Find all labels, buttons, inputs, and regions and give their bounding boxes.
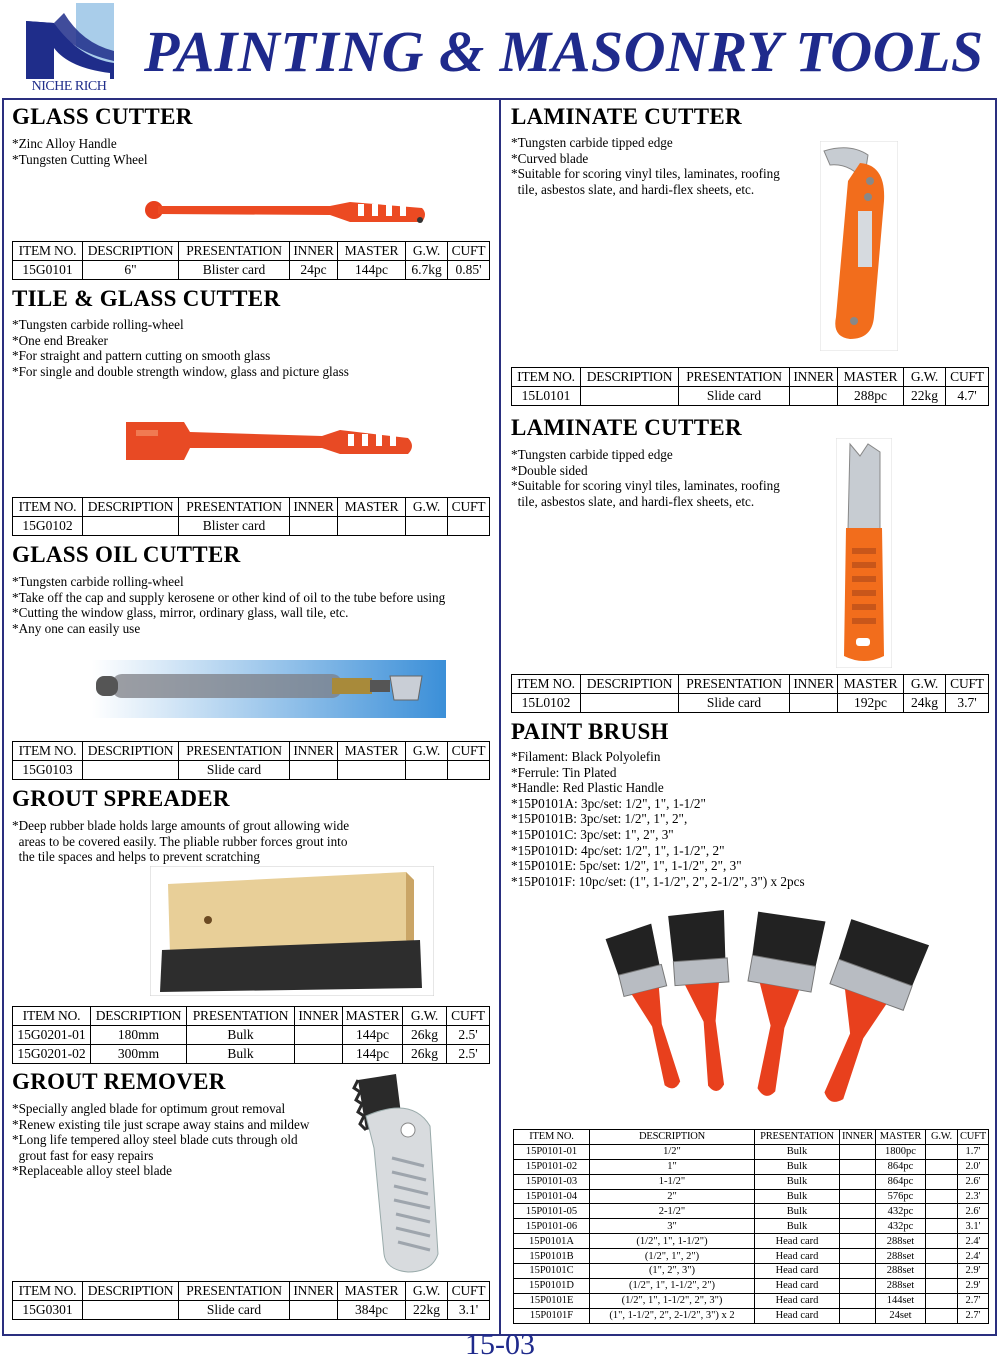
table-header-row bbox=[13, 242, 490, 261]
cell: Bulk bbox=[755, 1144, 840, 1159]
column-header: MASTER bbox=[876, 1130, 926, 1145]
cell: 2.9' bbox=[958, 1264, 989, 1279]
cell: 288set bbox=[876, 1278, 926, 1293]
column-header: CUFT bbox=[946, 675, 989, 694]
cell: 180mm bbox=[91, 1026, 187, 1045]
column-header: CUFT bbox=[448, 242, 490, 261]
cell: 144set bbox=[876, 1293, 926, 1308]
column-header: PRESENTATION bbox=[679, 368, 790, 387]
cell: 3.1' bbox=[958, 1219, 989, 1234]
cell bbox=[448, 517, 490, 536]
column-header: ITEM NO. bbox=[512, 675, 581, 694]
cell bbox=[840, 1234, 876, 1249]
cell bbox=[840, 1308, 876, 1323]
feature-item: *15P0101D: 4pc/set: 1/2", 1", 1-1/2", 2" bbox=[511, 842, 725, 858]
table-row bbox=[13, 517, 490, 536]
column-header: PRESENTATION bbox=[755, 1130, 840, 1145]
column-header: INNER bbox=[840, 1130, 876, 1145]
cell: Bulk bbox=[187, 1045, 295, 1064]
cell: 3.1' bbox=[448, 1301, 490, 1320]
cell: 2.7' bbox=[958, 1308, 989, 1323]
cell: 384pc bbox=[338, 1301, 406, 1320]
feature-item: *Specially angled blade for optimum grout removal bbox=[12, 1101, 286, 1116]
cell: 15L0101 bbox=[512, 387, 581, 406]
cell: 1/2" bbox=[590, 1144, 755, 1159]
cell: 144pc bbox=[338, 261, 406, 280]
cell: Bulk bbox=[755, 1219, 840, 1234]
column-header: INNER bbox=[790, 675, 838, 694]
cell: 15G0102 bbox=[13, 517, 83, 536]
table-row bbox=[514, 1234, 989, 1249]
grout-spreader-title: GROUT SPREADER bbox=[12, 786, 230, 811]
column-header: ITEM NO. bbox=[13, 1282, 83, 1301]
cell: Blister card bbox=[179, 517, 290, 536]
cell: 300mm bbox=[91, 1045, 187, 1064]
cell: Head card bbox=[755, 1249, 840, 1264]
table-row bbox=[514, 1174, 989, 1189]
cell bbox=[926, 1219, 958, 1234]
cell bbox=[840, 1278, 876, 1293]
column-header: G.W. bbox=[904, 368, 946, 387]
column-header: MASTER bbox=[838, 675, 904, 694]
cell: Slide card bbox=[679, 694, 790, 713]
table-row bbox=[514, 1293, 989, 1308]
grout-spreader-features bbox=[12, 818, 349, 865]
cell bbox=[926, 1293, 958, 1308]
cell: Head card bbox=[755, 1308, 840, 1323]
cell: (1/2", 1", 2") bbox=[590, 1249, 755, 1264]
column-header: PRESENTATION bbox=[187, 1007, 295, 1026]
cell bbox=[840, 1144, 876, 1159]
column-header: G.W. bbox=[904, 675, 946, 694]
cell: 15P0101-06 bbox=[514, 1219, 590, 1234]
cell: Head card bbox=[755, 1278, 840, 1293]
cell: 24set bbox=[876, 1308, 926, 1323]
cell: 2.4' bbox=[958, 1249, 989, 1264]
feature-item: *Tungsten carbide rolling-wheel bbox=[12, 317, 184, 332]
cell bbox=[290, 517, 338, 536]
column-header: ITEM NO. bbox=[512, 368, 581, 387]
glass-oil-cutter-image bbox=[92, 660, 446, 718]
column-header: ITEM NO. bbox=[13, 242, 83, 261]
laminate-cutter-2-title: LAMINATE CUTTER bbox=[511, 415, 742, 440]
cell: 432pc bbox=[876, 1204, 926, 1219]
cell: Bulk bbox=[755, 1159, 840, 1174]
table-row bbox=[13, 1026, 490, 1045]
cell: 15P0101-03 bbox=[514, 1174, 590, 1189]
cell bbox=[83, 1301, 179, 1320]
table-header-row bbox=[13, 498, 490, 517]
cell: (1", 2", 3") bbox=[590, 1264, 755, 1279]
laminate-cutter-1-image bbox=[820, 141, 898, 351]
cell: 288set bbox=[876, 1249, 926, 1264]
cell: (1", 1-1/2", 2", 2-1/2", 3") x 2 bbox=[590, 1308, 755, 1323]
cell: Head card bbox=[755, 1293, 840, 1308]
column-header: DESCRIPTION bbox=[83, 242, 179, 261]
cell: 2.3' bbox=[958, 1189, 989, 1204]
cell bbox=[581, 387, 679, 406]
cell: 15P0101-02 bbox=[514, 1159, 590, 1174]
column-header: CUFT bbox=[448, 498, 490, 517]
page-number: 15-03 bbox=[465, 1328, 535, 1358]
feature-item: *Double sided bbox=[511, 462, 588, 478]
cell bbox=[840, 1219, 876, 1234]
grout-remover-table bbox=[12, 1281, 490, 1320]
feature-item: areas to be covered easily. The pliable rubber forces grout into bbox=[12, 833, 348, 849]
cell: 15G0103 bbox=[13, 761, 83, 780]
cell: 864pc bbox=[876, 1174, 926, 1189]
column-header: DESCRIPTION bbox=[91, 1007, 187, 1026]
cell: 2.9' bbox=[958, 1278, 989, 1293]
cell: 15G0201-02 bbox=[13, 1045, 91, 1064]
cell: 2.5' bbox=[447, 1026, 490, 1045]
cell: 15P0101-04 bbox=[514, 1189, 590, 1204]
column-header: DESCRIPTION bbox=[581, 675, 679, 694]
table-row bbox=[514, 1159, 989, 1174]
feature-item: *Suitable for scoring vinyl tiles, laminates, roofing bbox=[511, 166, 780, 182]
cell: Head card bbox=[755, 1264, 840, 1279]
cell: (1/2", 1", 1-1/2", 2", 3") bbox=[590, 1293, 755, 1308]
laminate-cutter-2-features bbox=[511, 447, 780, 509]
feature-item: *Zinc Alloy Handle bbox=[12, 136, 117, 151]
grout-remover-features bbox=[12, 1101, 309, 1179]
cell: 15P0101E bbox=[514, 1293, 590, 1308]
laminate-cutter-1-title: LAMINATE CUTTER bbox=[511, 104, 742, 129]
paint-brush-title: PAINT BRUSH bbox=[511, 719, 669, 744]
glass-oil-cutter-title: GLASS OIL CUTTER bbox=[12, 542, 241, 567]
column-header: INNER bbox=[290, 742, 338, 761]
column-header: PRESENTATION bbox=[179, 498, 290, 517]
feature-item: *Suitable for scoring vinyl tiles, laminates, roofing bbox=[511, 478, 780, 494]
feature-item: *Filament: Black Polyolefin bbox=[511, 749, 661, 764]
cell bbox=[790, 694, 838, 713]
table-row bbox=[514, 1308, 989, 1323]
cell bbox=[926, 1278, 958, 1293]
cell: Slide card bbox=[679, 387, 790, 406]
table-row bbox=[13, 1301, 490, 1320]
feature-item: *15P0101A: 3pc/set: 1/2", 1", 1-1/2" bbox=[511, 795, 706, 811]
column-header: DESCRIPTION bbox=[83, 742, 179, 761]
cell: 192pc bbox=[838, 694, 904, 713]
cell: 2.5' bbox=[447, 1045, 490, 1064]
cell: Slide card bbox=[179, 1301, 290, 1320]
cell bbox=[840, 1249, 876, 1264]
cell bbox=[290, 1301, 338, 1320]
cell: Head card bbox=[755, 1234, 840, 1249]
feature-item: tile, asbestos slate, and hardi-flex sheets, etc. bbox=[511, 493, 755, 509]
cell: 1" bbox=[590, 1159, 755, 1174]
cell bbox=[926, 1308, 958, 1323]
feature-item: *Tungsten carbide tipped edge bbox=[511, 447, 673, 462]
cell: 15G0301 bbox=[13, 1301, 83, 1320]
grout-remover-image bbox=[352, 1068, 446, 1276]
column-header: PRESENTATION bbox=[179, 1282, 290, 1301]
feature-item: the tile spaces and helps to prevent scratching bbox=[12, 849, 260, 865]
cell bbox=[926, 1174, 958, 1189]
paint-brush-rows bbox=[514, 1144, 989, 1323]
feature-item: *Tungsten carbide rolling-wheel bbox=[12, 574, 184, 589]
table-row bbox=[13, 261, 490, 280]
table-row bbox=[512, 694, 989, 713]
feature-item: *Deep rubber blade holds large amounts of grout allowing wide bbox=[12, 818, 350, 833]
cell bbox=[926, 1144, 958, 1159]
column-header: CUFT bbox=[958, 1130, 989, 1145]
feature-item: *Replaceable alloy steel blade bbox=[12, 1163, 173, 1179]
cell: 15P0101B bbox=[514, 1249, 590, 1264]
column-header: CUFT bbox=[448, 1282, 490, 1301]
cell bbox=[790, 387, 838, 406]
cell: 15P0101C bbox=[514, 1264, 590, 1279]
cell: 6.7kg bbox=[406, 261, 448, 280]
cell: Bulk bbox=[755, 1189, 840, 1204]
cell: 288set bbox=[876, 1234, 926, 1249]
cell bbox=[295, 1026, 343, 1045]
column-header: PRESENTATION bbox=[179, 242, 290, 261]
cell bbox=[338, 761, 406, 780]
column-header: INNER bbox=[290, 242, 338, 261]
cell: 864pc bbox=[876, 1159, 926, 1174]
cell: 2.6' bbox=[958, 1204, 989, 1219]
column-header: DESCRIPTION bbox=[581, 368, 679, 387]
cell: Slide card bbox=[179, 761, 290, 780]
table-row bbox=[514, 1189, 989, 1204]
cell: 15G0201-01 bbox=[13, 1026, 91, 1045]
feature-item: *Tungsten Cutting Wheel bbox=[12, 151, 148, 167]
cell: Bulk bbox=[187, 1026, 295, 1045]
feature-item: *Any one can easily use bbox=[12, 620, 141, 636]
laminate-cutter-1-table bbox=[511, 367, 989, 406]
cell bbox=[840, 1174, 876, 1189]
column-divider bbox=[499, 98, 501, 1336]
tile-glass-cutter-image bbox=[122, 416, 418, 466]
grout-remover-title: GROUT REMOVER bbox=[12, 1069, 226, 1094]
column-header: ITEM NO. bbox=[13, 1007, 91, 1026]
cell bbox=[338, 517, 406, 536]
cell: 26kg bbox=[403, 1045, 447, 1064]
glass-oil-cutter-features bbox=[12, 574, 445, 636]
column-header: CUFT bbox=[448, 742, 490, 761]
table-row bbox=[13, 761, 490, 780]
table-header-row bbox=[512, 675, 989, 694]
cell: 2.4' bbox=[958, 1234, 989, 1249]
cell: 0.85' bbox=[448, 261, 490, 280]
table-row bbox=[514, 1249, 989, 1264]
cell: 576pc bbox=[876, 1189, 926, 1204]
grout-spreader-table bbox=[12, 1006, 490, 1064]
table-row bbox=[514, 1219, 989, 1234]
cell bbox=[83, 761, 179, 780]
cell: Bulk bbox=[755, 1204, 840, 1219]
tile-glass-cutter-title: TILE & GLASS CUTTER bbox=[12, 286, 281, 311]
column-header: INNER bbox=[290, 498, 338, 517]
cell: 2.0' bbox=[958, 1159, 989, 1174]
cell: Bulk bbox=[755, 1174, 840, 1189]
cell bbox=[295, 1045, 343, 1064]
table-row bbox=[514, 1204, 989, 1219]
column-header: CUFT bbox=[447, 1007, 490, 1026]
feature-item: *Take off the cap and supply kerosene or other kind of oil to the tube before using bbox=[12, 589, 446, 605]
cell bbox=[926, 1249, 958, 1264]
cell bbox=[840, 1204, 876, 1219]
cell: 144pc bbox=[343, 1045, 403, 1064]
feature-item: *15P0101B: 3pc/set: 1/2", 1", 2", bbox=[511, 811, 688, 827]
column-header: MASTER bbox=[338, 242, 406, 261]
cell bbox=[406, 761, 448, 780]
table-row bbox=[13, 1045, 490, 1064]
laminate-cutter-1-features bbox=[511, 135, 780, 197]
glass-cutter-title: GLASS CUTTER bbox=[12, 104, 193, 129]
cell: 6" bbox=[83, 261, 179, 280]
cell: 1800pc bbox=[876, 1144, 926, 1159]
column-header: G.W. bbox=[406, 498, 448, 517]
cell bbox=[581, 694, 679, 713]
cell bbox=[926, 1234, 958, 1249]
cell: 1.7' bbox=[958, 1144, 989, 1159]
column-header: DESCRIPTION bbox=[83, 1282, 179, 1301]
column-header: ITEM NO. bbox=[514, 1130, 590, 1145]
cell: 1-1/2" bbox=[590, 1174, 755, 1189]
cell: 2.7' bbox=[958, 1293, 989, 1308]
cell: 15P0101A bbox=[514, 1234, 590, 1249]
cell bbox=[926, 1189, 958, 1204]
column-header: INNER bbox=[290, 1282, 338, 1301]
brand-name: NICHE RICH bbox=[31, 79, 107, 94]
logo-mark-icon bbox=[24, 3, 114, 83]
cell: 2.6' bbox=[958, 1174, 989, 1189]
cell: (1/2", 1", 1-1/2", 2") bbox=[590, 1278, 755, 1293]
column-header: CUFT bbox=[946, 368, 989, 387]
table-header-row bbox=[13, 742, 490, 761]
paint-brush-table bbox=[513, 1129, 989, 1324]
cell bbox=[840, 1264, 876, 1279]
feature-item: *Tungsten carbide tipped edge bbox=[511, 135, 673, 150]
feature-item: *Handle: Red Plastic Handle bbox=[511, 780, 664, 796]
cell: 2" bbox=[590, 1189, 755, 1204]
feature-item: *Ferrule: Tin Plated bbox=[511, 764, 617, 780]
cell bbox=[406, 517, 448, 536]
laminate-cutter-2-table bbox=[511, 674, 989, 713]
feature-item: grout fast for easy repairs bbox=[12, 1147, 154, 1163]
grout-spreader-image bbox=[150, 866, 434, 996]
feature-item: *One end Breaker bbox=[12, 332, 108, 348]
feature-item: *Renew existing tile just scrape away stains and mildew bbox=[12, 1116, 310, 1132]
tile-glass-cutter-table bbox=[12, 497, 490, 536]
table-header-row bbox=[514, 1130, 989, 1145]
column-header: MASTER bbox=[838, 368, 904, 387]
column-header: INNER bbox=[790, 368, 838, 387]
cell bbox=[840, 1189, 876, 1204]
column-header: PRESENTATION bbox=[679, 675, 790, 694]
cell: 26kg bbox=[403, 1026, 447, 1045]
cell: Blister card bbox=[179, 261, 290, 280]
table-row bbox=[512, 387, 989, 406]
feature-item: *15P0101C: 3pc/set: 1", 2", 3" bbox=[511, 826, 674, 842]
cell: 288set bbox=[876, 1264, 926, 1279]
cell: 4.7' bbox=[946, 387, 989, 406]
cell bbox=[840, 1293, 876, 1308]
column-header: G.W. bbox=[926, 1130, 958, 1145]
cell: 15L0102 bbox=[512, 694, 581, 713]
cell bbox=[290, 761, 338, 780]
column-header: ITEM NO. bbox=[13, 498, 83, 517]
paint-brush-features bbox=[511, 749, 805, 889]
cell bbox=[926, 1159, 958, 1174]
table-row bbox=[514, 1278, 989, 1293]
cell: 15P0101-05 bbox=[514, 1204, 590, 1219]
cell: 15P0101-01 bbox=[514, 1144, 590, 1159]
column-header: G.W. bbox=[403, 1007, 447, 1026]
column-header: G.W. bbox=[406, 742, 448, 761]
cell bbox=[83, 517, 179, 536]
table-header-row bbox=[13, 1007, 490, 1026]
cell: 15P0101D bbox=[514, 1278, 590, 1293]
laminate-cutter-2-image bbox=[836, 438, 892, 668]
feature-item: tile, asbestos slate, and hardi-flex sheets, etc. bbox=[511, 181, 755, 197]
column-header: G.W. bbox=[406, 242, 448, 261]
column-header: MASTER bbox=[338, 742, 406, 761]
cell bbox=[926, 1204, 958, 1219]
cell: 2-1/2" bbox=[590, 1204, 755, 1219]
cell bbox=[448, 761, 490, 780]
cell: 3.7' bbox=[946, 694, 989, 713]
glass-cutter-features bbox=[12, 136, 148, 167]
cell: 15P0101F bbox=[514, 1308, 590, 1323]
column-header: INNER bbox=[295, 1007, 343, 1026]
cell: (1/2", 1", 1-1/2") bbox=[590, 1234, 755, 1249]
cell bbox=[840, 1159, 876, 1174]
feature-item: *15P0101F: 10pc/set: (1", 1-1/2", 2", 2-1/2", 3") x 2pcs bbox=[511, 873, 805, 889]
glass-cutter-image bbox=[140, 194, 430, 230]
glass-cutter-table bbox=[12, 241, 490, 280]
page-title: PAINTING & MASONRY TOOLS bbox=[144, 19, 984, 84]
column-header: ITEM NO. bbox=[13, 742, 83, 761]
table-row bbox=[514, 1144, 989, 1159]
table-row bbox=[514, 1264, 989, 1279]
table-header-row bbox=[13, 1282, 490, 1301]
column-header: PRESENTATION bbox=[179, 742, 290, 761]
tile-glass-cutter-features bbox=[12, 317, 349, 379]
column-header: DESCRIPTION bbox=[83, 498, 179, 517]
feature-item: *For single and double strength window, glass and picture glass bbox=[12, 363, 349, 379]
cell: 144pc bbox=[343, 1026, 403, 1045]
cell: 22kg bbox=[406, 1301, 448, 1320]
cell: 24pc bbox=[290, 261, 338, 280]
paint-brush-image bbox=[604, 908, 940, 1114]
column-header: MASTER bbox=[338, 1282, 406, 1301]
feature-item: *For straight and pattern cutting on smooth glass bbox=[12, 348, 271, 364]
cell: 288pc bbox=[838, 387, 904, 406]
cell: 432pc bbox=[876, 1219, 926, 1234]
feature-item: *Long life tempered alloy steel blade cuts through old bbox=[12, 1132, 298, 1148]
column-header: MASTER bbox=[338, 498, 406, 517]
table-header-row bbox=[512, 368, 989, 387]
column-header: DESCRIPTION bbox=[590, 1130, 755, 1145]
column-header: G.W. bbox=[406, 1282, 448, 1301]
cell: 24kg bbox=[904, 694, 946, 713]
feature-item: *Cutting the window glass, mirror, ordinary glass, wall tile, etc. bbox=[12, 605, 349, 621]
brand-logo bbox=[24, 3, 114, 95]
cell bbox=[926, 1264, 958, 1279]
feature-item: *Curved blade bbox=[511, 150, 589, 166]
glass-oil-cutter-table bbox=[12, 741, 490, 780]
cell: 22kg bbox=[904, 387, 946, 406]
cell: 3" bbox=[590, 1219, 755, 1234]
cell: 15G0101 bbox=[13, 261, 83, 280]
feature-item: *15P0101E: 5pc/set: 1/2", 1", 1-1/2", 2", 3" bbox=[511, 858, 742, 874]
column-header: MASTER bbox=[343, 1007, 403, 1026]
